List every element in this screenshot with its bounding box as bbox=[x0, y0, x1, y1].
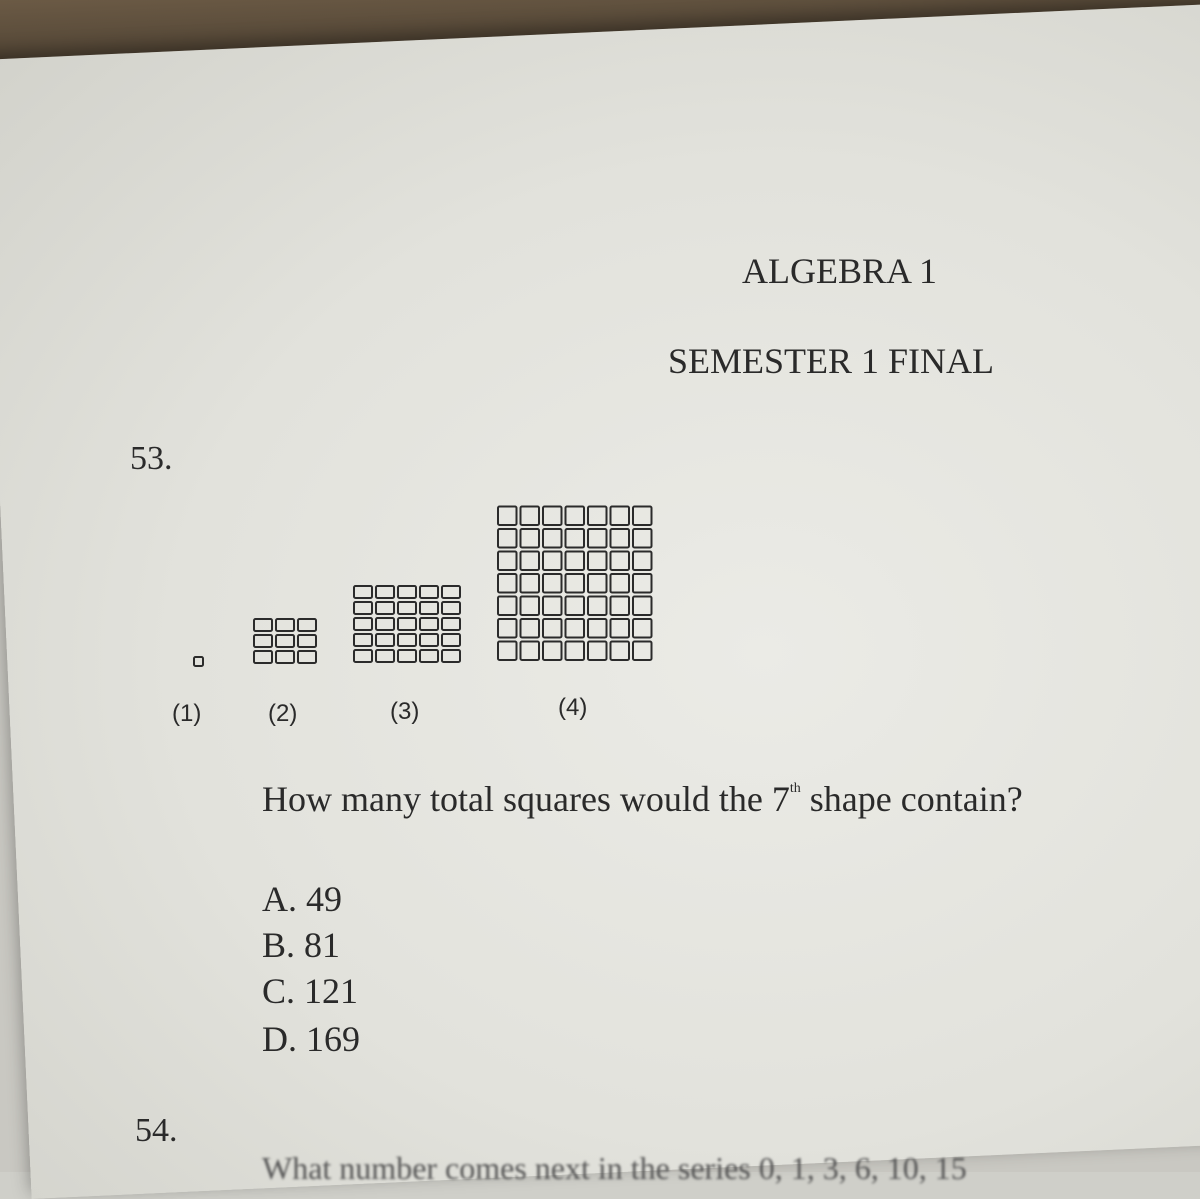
shape-label-1: (1) bbox=[172, 700, 202, 727]
choice-a: A. 49 bbox=[262, 879, 342, 919]
unit-square bbox=[521, 574, 540, 593]
unit-square bbox=[194, 657, 203, 666]
unit-square bbox=[566, 529, 585, 548]
unit-square bbox=[420, 618, 438, 630]
shape-4-grid bbox=[498, 507, 652, 661]
choice-d: D. 169 bbox=[262, 1019, 360, 1059]
unit-square bbox=[521, 529, 540, 548]
unit-square bbox=[566, 619, 585, 638]
shape-label-2: (2) bbox=[268, 700, 298, 727]
unit-square bbox=[611, 642, 630, 661]
choice-b: B. 81 bbox=[262, 925, 341, 965]
unit-square bbox=[354, 634, 372, 646]
unit-square bbox=[442, 586, 460, 598]
unit-square bbox=[398, 602, 416, 614]
unit-square bbox=[398, 650, 416, 662]
unit-square bbox=[420, 634, 438, 646]
unit-square bbox=[543, 642, 562, 661]
shape-2-grid bbox=[254, 619, 316, 663]
unit-square bbox=[588, 642, 607, 661]
unit-square bbox=[521, 619, 540, 638]
unit-square bbox=[588, 529, 607, 548]
unit-square bbox=[376, 602, 394, 614]
unit-square bbox=[498, 642, 517, 661]
unit-square bbox=[420, 650, 438, 662]
question-number-54: 54. bbox=[135, 1112, 178, 1149]
unit-square bbox=[633, 597, 652, 616]
unit-square bbox=[354, 650, 372, 662]
unit-square bbox=[398, 634, 416, 646]
shape-1-grid bbox=[194, 657, 203, 666]
unit-square bbox=[498, 597, 517, 616]
unit-square bbox=[398, 586, 416, 598]
unit-square bbox=[543, 552, 562, 571]
unit-square bbox=[566, 552, 585, 571]
unit-square bbox=[521, 597, 540, 616]
unit-square bbox=[498, 574, 517, 593]
unit-square bbox=[611, 552, 630, 571]
shape-label-4: (4) bbox=[558, 694, 588, 721]
unit-square bbox=[376, 634, 394, 646]
choice-c: C. 121 bbox=[262, 971, 359, 1011]
unit-square bbox=[633, 507, 652, 526]
unit-square bbox=[354, 602, 372, 614]
unit-square bbox=[498, 507, 517, 526]
header-title: ALGEBRA 1 bbox=[742, 251, 938, 291]
question-54-text: What number comes next in the series 0, 1, 3, 6, 10, 15 bbox=[262, 1150, 967, 1186]
unit-square bbox=[633, 552, 652, 571]
unit-square bbox=[276, 619, 294, 631]
unit-square bbox=[588, 597, 607, 616]
unit-square bbox=[420, 586, 438, 598]
unit-square bbox=[298, 635, 316, 647]
unit-square bbox=[354, 618, 372, 630]
shape-3-grid bbox=[354, 586, 460, 662]
unit-square bbox=[611, 574, 630, 593]
unit-square bbox=[521, 507, 540, 526]
unit-square bbox=[521, 642, 540, 661]
unit-square bbox=[442, 634, 460, 646]
question-number-53: 53. bbox=[130, 440, 173, 477]
unit-square bbox=[633, 529, 652, 548]
unit-square bbox=[588, 507, 607, 526]
unit-square bbox=[498, 619, 517, 638]
unit-square bbox=[588, 552, 607, 571]
unit-square bbox=[611, 619, 630, 638]
unit-square bbox=[543, 597, 562, 616]
unit-square bbox=[498, 552, 517, 571]
unit-square bbox=[442, 650, 460, 662]
unit-square bbox=[254, 635, 272, 647]
unit-square bbox=[376, 650, 394, 662]
unit-square bbox=[566, 507, 585, 526]
shape-label-3: (3) bbox=[390, 698, 420, 725]
unit-square bbox=[588, 574, 607, 593]
unit-square bbox=[254, 619, 272, 631]
unit-square bbox=[633, 642, 652, 661]
unit-square bbox=[420, 602, 438, 614]
unit-square bbox=[566, 597, 585, 616]
unit-square bbox=[354, 586, 372, 598]
unit-square bbox=[543, 529, 562, 548]
unit-square bbox=[376, 586, 394, 598]
unit-square bbox=[543, 574, 562, 593]
unit-square bbox=[543, 507, 562, 526]
unit-square bbox=[566, 642, 585, 661]
question-prompt: How many total squares would the 7th shape contain? bbox=[262, 779, 1023, 819]
unit-square bbox=[588, 619, 607, 638]
unit-square bbox=[611, 507, 630, 526]
unit-square bbox=[633, 574, 652, 593]
ordinal-suffix: th bbox=[789, 781, 801, 796]
unit-square bbox=[254, 651, 272, 663]
unit-square bbox=[276, 651, 294, 663]
unit-square bbox=[521, 552, 540, 571]
unit-square bbox=[442, 602, 460, 614]
unit-square bbox=[498, 529, 517, 548]
unit-square bbox=[543, 619, 562, 638]
header-subtitle: SEMESTER 1 FINAL bbox=[668, 341, 995, 381]
unit-square bbox=[298, 651, 316, 663]
unit-square bbox=[276, 635, 294, 647]
unit-square bbox=[442, 618, 460, 630]
unit-square bbox=[398, 618, 416, 630]
unit-square bbox=[376, 618, 394, 630]
unit-square bbox=[566, 574, 585, 593]
unit-square bbox=[611, 529, 630, 548]
unit-square bbox=[298, 619, 316, 631]
unit-square bbox=[611, 597, 630, 616]
unit-square bbox=[633, 619, 652, 638]
